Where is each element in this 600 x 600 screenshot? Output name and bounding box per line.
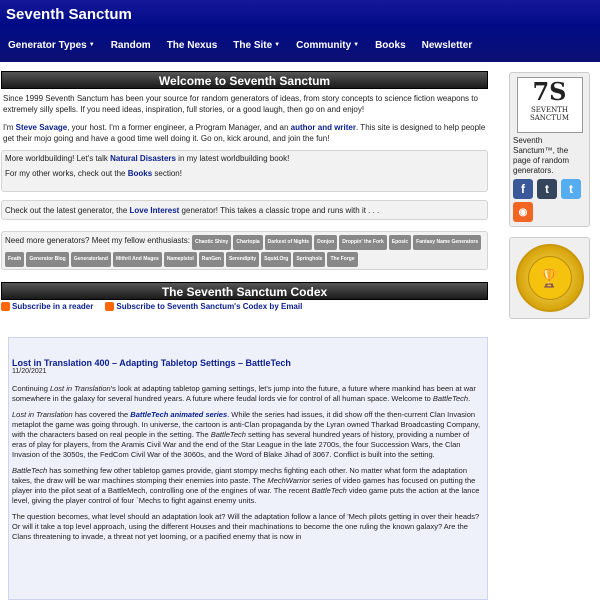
enthusiast-tag[interactable]: Serendipity: [226, 252, 259, 267]
nav-books[interactable]: [367, 37, 414, 53]
text: section!: [152, 169, 182, 178]
books-link[interactable]: Books: [127, 169, 153, 178]
post-paragraph: [12, 384, 484, 404]
text: For my other works, check out the: [5, 169, 128, 178]
site-logo[interactable]: [517, 77, 583, 133]
book-line: [5, 153, 484, 164]
main-nav: [0, 37, 480, 53]
text: , your host. I'm a former engineer, a Program Manager, and an: [67, 123, 291, 132]
subscribe-links: [1, 300, 488, 313]
post-title[interactable]: Lost in Translation 400 – Adapting Tabletop Settings – BattleTech: [12, 358, 291, 368]
text: setting has several hundred years of history, providing a number of eras of play for players, from the Aramis Civil War and the end of the Star League in the late 2700s, the four Succession Wars, the Clan Invasion of the 3050s, the FedCom Civil War of the 3060s, and the Word of Blake Jihad of 3067. Conflict is built into the setting.: [12, 430, 470, 459]
text: . This site is designed to help people get their mojo going and have a good time well doing it. Go on, kick around, and join the fun!: [3, 123, 486, 143]
welcome-banner: Welcome to Seventh Sanctum: [1, 71, 488, 89]
enthusiast-tag[interactable]: Chaotic Shiny: [192, 235, 231, 250]
subscribe-email-link[interactable]: [105, 302, 302, 311]
text: .: [468, 394, 471, 403]
enthusiast-tag[interactable]: Nameplstol: [164, 252, 197, 267]
rss-icon: [1, 302, 10, 311]
chevron-down-icon: ▼: [353, 42, 360, 48]
text: I'm: [3, 123, 16, 132]
text: Lost in Translation: [49, 384, 111, 393]
twitter-icon[interactable]: t: [561, 179, 581, 199]
text: video game puts the action at the lance level, giving the player control of four `Mechs to fight against enemy units.: [12, 486, 480, 505]
book-promo-box: [1, 150, 488, 192]
text: BattleTech: [210, 430, 246, 439]
enthusiast-tag[interactable]: Squid.Org: [261, 252, 291, 267]
text: has covered the: [72, 410, 131, 419]
enthusiast-tag[interactable]: Generator Blog: [26, 252, 68, 267]
nav-label: Community: [296, 39, 352, 51]
enthusiast-tag[interactable]: The Forge: [327, 252, 357, 267]
enthusiast-tag[interactable]: Generatorland: [71, 252, 111, 267]
enthusiast-tag[interactable]: Donjon: [314, 235, 337, 250]
enthusiast-tag[interactable]: Springhole: [293, 252, 325, 267]
blog-post: [8, 337, 488, 600]
text: has something few other tabletop games provide, giant stompy mechs fighting each other. No matter what form the adaptation takes, the draw will be war machines stomping their enemies into paste. The: [12, 466, 467, 485]
post-paragraph: The question becomes, what level should an adaptation look at? Will the adaptation follow a lance of 'Mech pilots getting in over their heads? Or will it take a top level approach, using the different Houses and their machinations to become the one ruling the known galaxy? Are the Clans threatening to invade, a threat not yet looming, or a pacified enemy that is now in: [12, 512, 480, 541]
enthusiast-tag[interactable]: Mithril And Mages: [113, 252, 162, 267]
award-box: [509, 237, 590, 319]
text: MechWarrior: [267, 476, 311, 485]
text: BattleTech: [12, 466, 48, 475]
enthusiast-tag[interactable]: Darkest of Nights: [265, 235, 312, 250]
post-paragraph: [12, 466, 484, 506]
tumblr-icon[interactable]: t: [537, 179, 557, 199]
text: in my latest worldbuilding book!: [175, 154, 290, 163]
nav-label: Books: [375, 39, 406, 51]
enthusiast-tag[interactable]: RanGen: [199, 252, 224, 267]
chevron-down-icon: ▼: [88, 42, 95, 48]
nav-community[interactable]: [288, 37, 367, 53]
animated-series-link[interactable]: BattleTech animated series: [130, 410, 228, 419]
host-link[interactable]: Steve Savage: [15, 123, 68, 132]
post-paragraph: [12, 410, 484, 460]
nav-generator-types[interactable]: [0, 37, 103, 53]
main-content: [1, 71, 488, 313]
post-date: 11/20/2021: [12, 368, 47, 375]
link-label: Subscribe to Seventh Sanctum's Codex by Email: [116, 302, 303, 311]
social-links: [513, 179, 586, 199]
site-title[interactable]: Seventh Sanctum: [6, 6, 132, 23]
books-line: [5, 168, 484, 179]
enthusiasts-box: [1, 231, 488, 270]
text: BattleTech: [311, 486, 347, 495]
text: . While the series had issues, it did show off the then-current Clan Invasion metaplot the game was going through. In universe, the cartoon is anti-Clan propaganda by the Lyran owned Tharkad Broadcasting Company, with the characters based on real people in the setting. The: [12, 410, 481, 439]
text: More worldbuilding! Let's talk: [5, 154, 111, 163]
enthusiast-tag[interactable]: Chartopia: [233, 235, 262, 250]
latest-generator-box: [1, 200, 488, 220]
rss-icon: [105, 302, 114, 311]
host-text: [1, 120, 488, 146]
writers-digest-award-badge[interactable]: [516, 244, 584, 312]
site-info-box: [509, 72, 590, 227]
enthusiasts-tags: [5, 235, 484, 267]
nav-the-nexus[interactable]: [159, 37, 226, 53]
text: series of video games has focused on putting the player into the pilot seat of a BattleMech, controlling one of the engines of war. The recent: [12, 476, 476, 495]
enthusiast-tag[interactable]: Droppin' the Fork: [339, 235, 386, 250]
text: BattleTech: [432, 394, 469, 403]
nav-label: Generator Types: [8, 39, 87, 51]
intro-text: Since 1999 Seventh Sanctum has been your source for random generators of ideas, from story concepts to science fiction weapons to extremely silly spells. If you need ideas, inspiration, full stories, or a good laugh, then go on and enjoy!: [3, 94, 478, 114]
site-header: [0, 0, 600, 62]
enthusiast-tag[interactable]: Feath: [5, 252, 24, 267]
nav-newsletter[interactable]: [414, 37, 481, 53]
subscribe-reader-link[interactable]: [1, 302, 93, 311]
text: generator! This takes a classic trope and runs with it . . .: [179, 206, 380, 215]
nav-label: Newsletter: [421, 39, 473, 51]
enthusiast-tag[interactable]: Fantasy Name Generators: [413, 235, 481, 250]
nav-random[interactable]: [103, 37, 159, 53]
logo-mark: 7S: [532, 77, 567, 106]
nav-label: The Site: [233, 39, 273, 51]
text: Continuing: [12, 384, 50, 393]
nav-the-site[interactable]: [225, 37, 288, 53]
text: Lost in Translation: [12, 410, 73, 419]
link-label: Subscribe in a reader: [12, 302, 94, 311]
enthusiasts-label: Need more generators? Meet my fellow enthusiasts:: [5, 236, 190, 245]
love-interest-link[interactable]: Love Interest: [129, 206, 180, 215]
sidebar: [509, 72, 590, 319]
trophy-icon: 🏆: [528, 256, 572, 300]
nav-label: Random: [110, 39, 151, 51]
social-links-row2: [513, 202, 586, 222]
text: Check out the latest generator, the: [5, 206, 130, 215]
facebook-icon[interactable]: f: [513, 179, 533, 199]
logo-text: SEVENTH SANCTUM: [529, 106, 570, 122]
codex-banner: The Seventh Sanctum Codex: [1, 282, 488, 300]
nav-label: The Nexus: [166, 39, 218, 51]
rss-icon[interactable]: ◉: [513, 202, 533, 222]
enthusiast-tag[interactable]: Eposic: [389, 235, 411, 250]
chevron-down-icon: ▼: [274, 42, 281, 48]
natural-disasters-link[interactable]: Natural Disasters: [110, 154, 176, 163]
author-link[interactable]: author and writer: [290, 123, 356, 132]
site-description: Seventh Sanctum™, the page of random generators.: [513, 136, 570, 175]
text: 's look at adapting tabletop gaming settings, let's jump into the future, a future where mankind has been at war somewhere in the galaxy for several hundred years. A future where feudal lords vie for control of all human space. Welcome to: [12, 384, 476, 403]
